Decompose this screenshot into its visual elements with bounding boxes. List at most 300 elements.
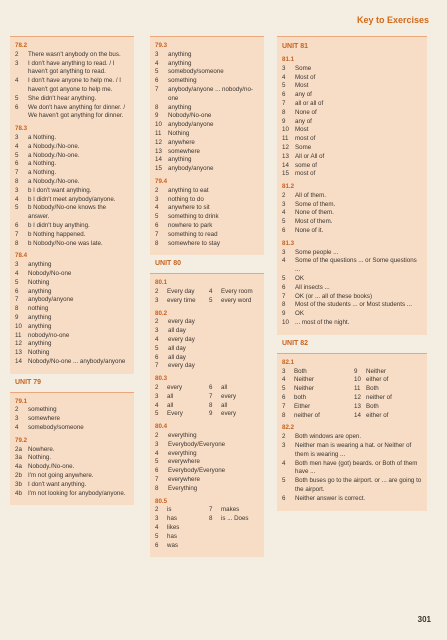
answer-item [15,305,129,314]
answer-number: 4 [155,59,159,67]
answer-number: 3 [15,415,19,423]
answer-number: 6 [209,384,213,392]
answer-number: 7 [15,296,19,304]
answer-text: Everybody/Everyone [168,440,226,448]
answer-number: 5 [282,218,286,226]
answer-column-2 [150,36,264,620]
answer-number: 5 [15,204,19,212]
answer-item [15,424,129,433]
answer-item [15,60,129,78]
answer-text: OK [295,310,304,318]
answer-text: b I didn't buy anything. [28,221,90,229]
answer-number: 13 [15,349,22,357]
answer-item [354,385,422,394]
answer-item [15,261,129,270]
answer-text [221,524,259,533]
answer-text: Everything [168,484,198,492]
exercise-number: 80.5 [155,497,168,505]
answer-number: 6 [282,393,286,401]
answer-item [282,162,422,171]
answer-text: neither of [366,393,392,401]
answer-number: 5 [155,458,159,466]
answer-item [354,412,422,421]
answer-text: OK (or ... all of these books) [295,292,373,300]
answer-number: 8 [155,484,159,492]
answer-item [209,402,259,411]
answer-text: Neither answer is correct. [295,494,366,502]
answer-item [155,458,259,467]
answer-text: Every [167,410,183,418]
answer-item [155,450,259,459]
answer-text: Some people ... [295,248,339,256]
answer-number: 6 [155,221,159,229]
answer-text [221,533,259,542]
answer-text: a Nobody./No-one. [28,177,80,185]
answer-number: 12 [354,393,361,401]
answer-item [15,454,129,463]
answer-item [15,160,129,169]
answer-number: 9 [354,367,358,375]
answer-item [155,165,259,174]
answer-number: 3 [155,50,159,58]
answer-number: 4 [15,195,19,203]
answer-text: Most of the students ... or Most students ... [295,301,412,309]
answer-number: 14 [155,156,162,164]
answer-item [15,143,129,152]
answer-item [15,415,129,424]
answer-number: 8 [155,239,159,247]
answer-text: somewhere [168,147,200,155]
answer-section [277,353,427,511]
answer-text: a Nobody./No-one. [28,142,80,150]
answer-text: anybody/anyone ... nobody/no-one [168,85,253,102]
answer-text: most of [295,135,316,143]
answer-number: 8 [209,515,213,523]
answer-text: a Nothing. [28,133,57,141]
answer-number: 15 [155,165,162,173]
answer-text: all day [168,353,186,361]
answer-item [282,293,422,302]
answer-number: 3 [155,296,159,304]
exercise-number: 78.3 [15,125,28,133]
answer-text: everywhere [168,458,200,466]
answer-item [15,187,129,196]
answer-item [282,192,422,201]
answer-number: 7 [15,169,19,177]
answer-text: something [168,77,197,85]
answer-number: 4b [15,489,22,497]
answer-number: 3 [155,440,159,448]
answer-number: 5 [282,477,286,485]
answer-section [150,273,264,557]
answer-item [155,240,259,249]
answer-item [15,152,129,161]
answer-item [282,126,422,135]
answer-item [15,332,129,341]
answer-item [155,542,205,551]
answer-item [354,368,422,377]
unit-heading-79: UNIT 79 [10,374,134,392]
answer-number: 2a [15,445,22,453]
answer-item [15,340,129,349]
answer-number: 10 [282,319,289,327]
answer-item [155,402,205,411]
answer-number: 7 [209,392,213,400]
answer-item [155,130,259,139]
answer-number: 4 [155,449,159,457]
answer-number: 6 [15,221,19,229]
answer-number: 8 [15,305,19,313]
unit-heading-82: UNIT 82 [277,335,427,353]
answer-number: 5 [15,278,19,286]
answer-number: 4 [155,336,159,344]
answer-text: somebody/someone [28,424,84,432]
answer-number: 8 [155,103,159,111]
answer-text: Nowhere. [28,445,55,453]
answer-text: Most of them. [295,218,333,226]
answer-text: anybody/anyone [168,165,214,173]
answer-item [15,314,129,323]
page-header-title: Key to Exercises [356,15,429,25]
answer-item [155,196,259,205]
answer-text: everything [168,432,197,440]
answer-number: 9 [282,117,286,125]
answer-number: 8 [15,177,19,185]
answer-item [155,77,259,86]
answer-item [155,318,259,327]
answer-number: 6 [155,353,159,361]
answer-grid [155,288,259,306]
answer-number: 9 [15,313,19,321]
answer-item [15,472,129,481]
answer-item [282,495,422,504]
answer-item [15,270,129,279]
answer-number: 2 [155,384,159,392]
answer-text: every [221,392,237,400]
answer-number: 8 [282,411,286,419]
answer-text: a Nothing. [28,160,57,168]
answer-text: has [167,532,177,540]
answer-text: I don't have anything to read. / I haven't got anything to read. [28,59,115,76]
answer-number: 4a [15,463,22,471]
answer-number: 3a [15,454,22,462]
answer-number: 5 [155,532,159,540]
answer-text [221,542,259,551]
answer-number: 2 [155,506,159,514]
answer-text: Both windows are open. [295,433,362,441]
answer-text: some of [295,161,318,169]
answer-item [155,533,205,542]
answer-number: 7 [155,476,159,483]
answer-item [15,95,129,104]
answer-item [282,74,422,83]
answer-text: Most [295,82,309,90]
answer-text: every time [167,296,196,304]
answer-number: 5 [155,213,159,221]
answer-number: 3 [155,392,159,400]
answer-item [15,204,129,222]
answer-number: 7 [209,506,213,514]
answer-number: 9 [209,410,213,418]
answer-text: Some of the questions ... or Some questions ... [295,257,417,274]
answer-item [155,515,205,524]
answer-text: Nothing [28,278,50,286]
answer-item [155,156,259,165]
answer-number: 3 [15,186,19,194]
answer-item [15,323,129,332]
answer-number: 7 [155,230,159,238]
answer-number: 3 [15,133,19,141]
answer-number: 13 [282,152,289,160]
answer-number: 8 [282,108,286,116]
answer-item [282,209,422,218]
answer-number: 14 [354,411,361,419]
answer-item [282,227,422,236]
answer-text: anybody/anyone [168,121,214,129]
answer-number: 6 [155,77,159,85]
answer-text: Some [295,143,312,151]
exercise-number: 80.1 [155,279,168,287]
answer-text: all [221,401,228,409]
answer-item [155,441,259,450]
answer-item [15,358,129,367]
answer-item [155,148,259,157]
answer-number: 11 [282,135,289,143]
answer-item [282,153,422,162]
answer-grid [155,384,259,419]
answer-grid [282,368,422,421]
answer-text: anywhere [168,138,195,146]
answer-item [282,403,350,412]
answer-item [282,135,422,144]
answer-number: 12 [15,340,22,348]
answer-text: every [221,410,237,418]
answer-number: 3 [155,195,159,203]
answer-text: anything [28,287,52,295]
answer-number: 7 [155,85,159,93]
answer-number: 6 [282,91,286,99]
answer-item [155,384,205,393]
answer-item [155,121,259,130]
answer-item [282,82,422,91]
answer-text: I don't have anyone to help me. / I haven't got anyone to help me. [28,77,122,93]
answer-number: 5 [282,82,286,90]
answer-text: Neither [366,367,386,375]
answer-text: all [167,392,174,400]
answer-number: 4 [15,77,19,85]
answer-item [155,297,205,306]
answer-item [155,222,259,231]
answer-text: I'm not going anywhere. [28,472,94,479]
answer-text: Neither [294,376,314,384]
answer-text: somewhere [28,415,60,423]
answer-number: 4 [282,73,286,81]
answer-item [15,77,129,95]
answer-item [354,376,422,385]
answer-item [209,524,259,533]
answer-item [282,65,422,74]
answer-text: has [167,515,177,523]
answer-number: 5 [15,94,19,102]
answer-number: 3 [282,367,286,375]
answer-text: Both [366,402,379,410]
answer-text: every word [221,296,252,304]
answer-number: 5 [209,296,213,304]
answer-item [155,362,259,371]
answer-item [15,446,129,455]
answer-text: OK [295,275,304,283]
answer-item [15,222,129,231]
answer-grid [155,506,259,550]
answer-text: Nothing [168,129,190,137]
answer-text: everything [168,449,197,457]
answer-number: 6 [15,160,19,168]
answer-number: 2 [155,186,159,194]
answer-number: 6 [155,467,159,475]
answer-item [209,533,259,542]
answer-item [155,345,259,354]
answer-number: 3 [15,261,19,269]
answer-text: I'm not looking for anybody/anyone. [28,489,126,497]
answer-item [15,279,129,288]
answer-number: 3 [15,59,19,67]
answer-text: was [167,541,179,549]
answer-item [282,201,422,210]
answer-item [282,118,422,127]
answer-item [155,485,259,494]
answer-item [15,134,129,143]
answer-text: Both [366,385,379,393]
answer-item [282,460,422,478]
answer-text: all [167,401,174,409]
answer-number: 7 [155,362,159,370]
answer-text: anything [168,156,192,164]
answer-text: b I don't want anything. [28,186,92,194]
exercise-number: 81.1 [282,55,295,63]
exercise-number: 79.4 [155,177,168,185]
answer-number: 11 [354,385,361,393]
answer-text: somebody/someone [168,68,224,76]
answer-number: 9 [155,112,159,120]
answer-text: every day [168,318,195,326]
answer-item [282,310,422,319]
answer-item [15,178,129,187]
answer-text: something to read [168,230,218,238]
answer-number: 7 [282,292,286,300]
answer-number: 2 [155,432,159,440]
answer-text: Everybody/Everyone [168,467,226,475]
answer-number [209,533,221,542]
answer-number [209,542,221,551]
answer-number: 4 [155,204,159,212]
answer-text: all day [168,344,186,352]
answer-item [15,196,129,205]
answer-text: makes [221,506,240,514]
answer-number: 6 [282,227,286,235]
answer-text: I don't want anything. [28,480,87,488]
answer-item [209,542,259,551]
answer-item [155,68,259,77]
answer-item [155,410,205,419]
answer-text: Both buses go to the airport. or ... are going to the airport. [295,477,422,493]
answer-number: 14 [282,161,289,169]
answer-text: None of it. [295,227,324,235]
answer-item [155,86,259,104]
answer-text: any of [295,117,312,125]
answer-text: a Nothing. [28,169,57,177]
answer-number: 11 [15,331,22,339]
answer-item [155,231,259,240]
answer-item [15,481,129,490]
answer-number: 8 [282,301,286,309]
exercise-number: 78.2 [15,42,28,49]
answer-text: is [167,506,172,514]
answer-item [209,384,259,393]
answer-text: We don't have anything for dinner. / We haven't got anything for dinner. [28,103,126,120]
answer-item [282,477,422,495]
answer-column-3 [277,36,427,620]
answer-item [155,204,259,213]
answer-text: nowhere to park [168,221,213,229]
answer-number: 11 [155,129,162,137]
answer-number: 4 [209,288,213,296]
answer-item [155,112,259,121]
answer-text: anything [28,261,52,269]
answer-item [15,104,129,122]
answer-text: anything to eat [168,186,209,194]
answer-item [209,410,259,419]
answer-number: 2 [155,288,159,296]
answer-number: 6 [155,541,159,549]
answer-number: 12 [282,143,289,151]
answer-number: 10 [354,376,361,384]
answer-number: 10 [15,322,22,330]
answer-text: All insects ... [295,283,330,291]
answer-text: Every room [221,288,253,296]
answer-text: is ... Does [221,515,249,523]
answer-text: every [167,384,183,392]
answer-number: 7 [282,99,286,107]
exercise-number: 82.2 [282,424,295,432]
answer-number: 13 [155,147,162,155]
answer-item [15,169,129,178]
answer-text: every day [168,362,195,370]
answer-text: b Nobody/No-one was late. [28,239,103,247]
answer-item [15,240,129,249]
answer-number: 7 [282,402,286,410]
answer-number: 2 [15,50,19,58]
answer-text: somewhere to stay [168,239,220,247]
answer-item [155,139,259,148]
answer-number: 12 [155,138,162,146]
answer-number: 6 [282,494,286,502]
answer-number: 5 [282,385,286,393]
answer-text: Every day [167,288,195,296]
answer-text: Either [294,402,311,410]
answer-number: 9 [282,310,286,318]
answer-item [15,406,129,415]
answer-number: 4 [282,459,286,467]
answer-text: every day [168,336,195,344]
exercise-number: 80.3 [155,375,168,383]
answer-text: everywhere [168,476,200,483]
answer-item [282,218,422,227]
answer-text: Nothing. [28,454,52,462]
answer-number: 2 [15,406,19,414]
exercise-number: 78.4 [15,252,28,260]
answer-item [155,327,259,336]
exercise-number: 79.3 [155,42,168,49]
